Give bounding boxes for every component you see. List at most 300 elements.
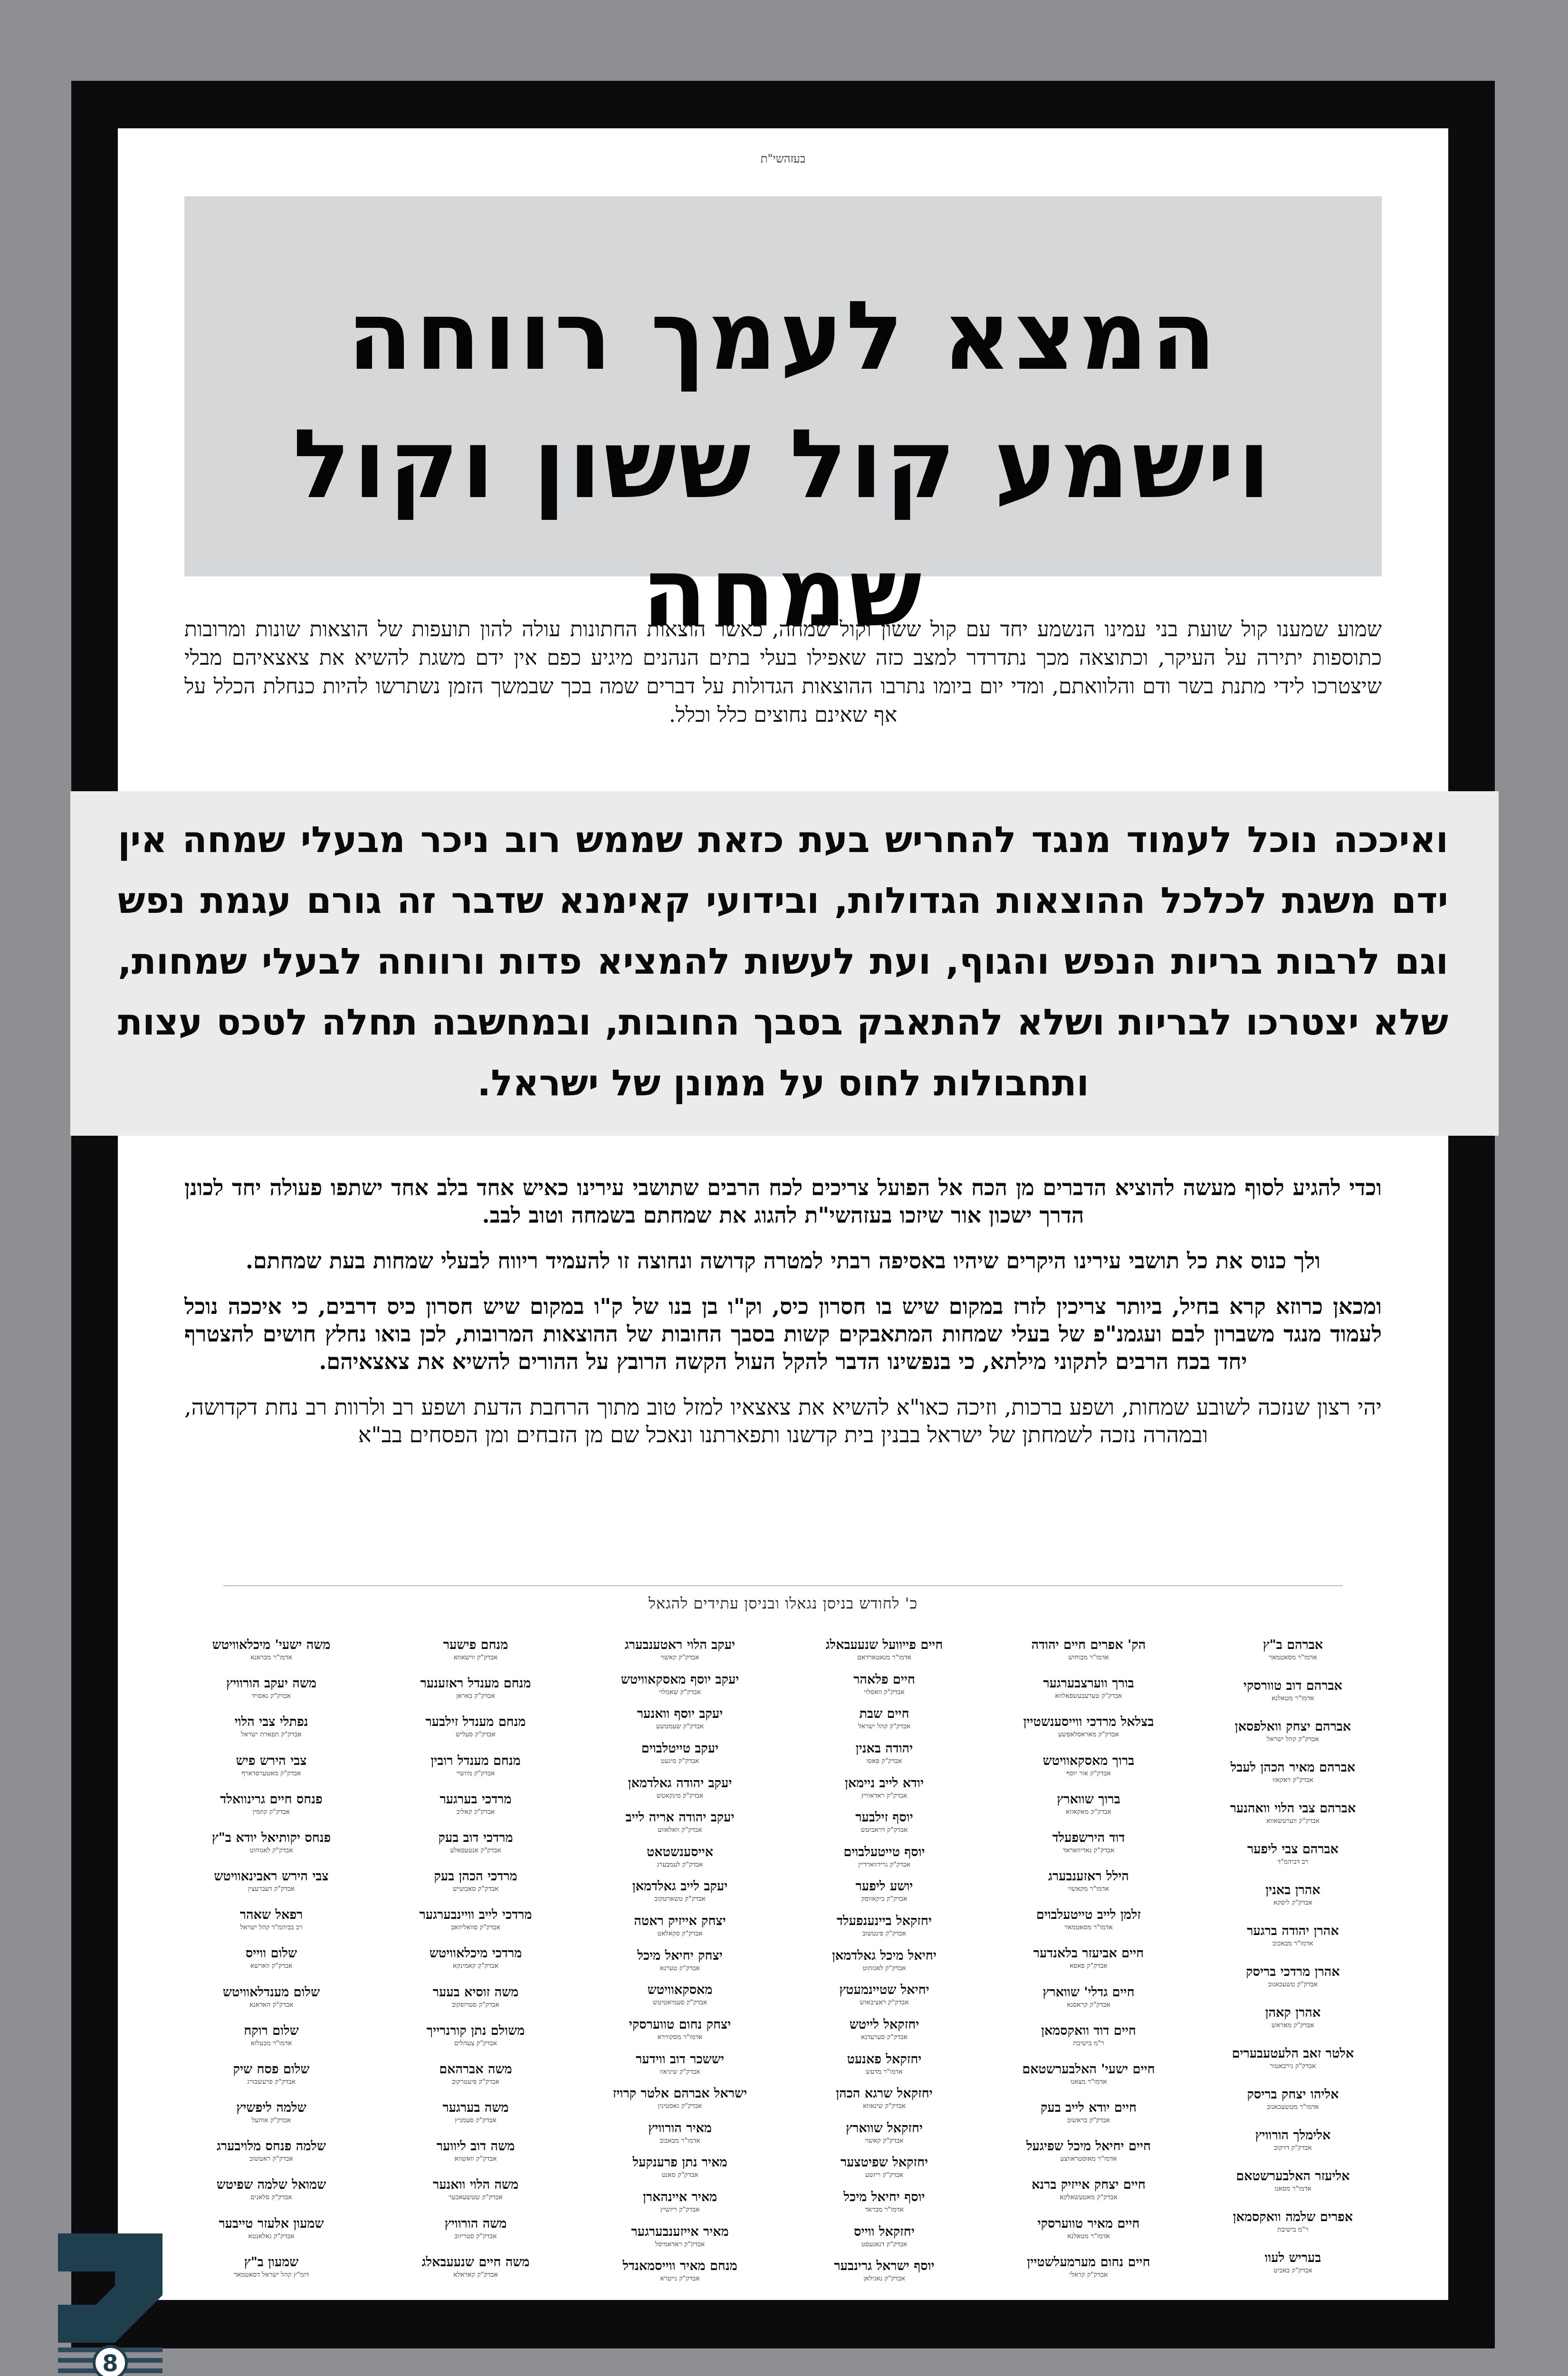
signatory-title: אבדק"ק מאראש	[1272, 2022, 1314, 2029]
signatory-name: אהרן באנין	[1265, 1883, 1320, 1897]
signatory-title: אדמו"ר מדעש	[866, 2068, 903, 2076]
signatories-heading: כ' לחודש בניסן נגאלו ובניסן עתידים להגאל	[648, 1594, 918, 1612]
signatory-name: שלום מענדלאוויטש	[222, 1984, 320, 2000]
signatory-title: אבדק"ק סאבוטיש	[452, 1885, 499, 1893]
signatory-name: חיים גדלי' שווארץ	[1042, 1984, 1135, 2000]
signatory-title: אבדק"ק פאפא	[1070, 1962, 1108, 1970]
signatory-name: יחזקאל ביינענפעלד	[837, 1914, 932, 1928]
signatory-title: אבדק"ק נאסויד	[251, 1692, 291, 1700]
signatory-title: אדמו"ר מאוסטראווצע	[1060, 2155, 1117, 2163]
signatory-title: אבדק"ק באראן	[456, 1692, 495, 1700]
signatory-title: אדמו"ר מסאטמאר	[1269, 1654, 1317, 1661]
signatory-name: יוסף טייטעלבוים	[843, 1844, 925, 1859]
signatory-title: אבדק"ק קאראלא	[453, 2271, 498, 2279]
signatory-name: יחזקאל ווייס	[854, 2224, 915, 2239]
signatory-title: אבדק"ק שינאווא	[863, 2102, 906, 2110]
signatory-title: אדמו"ר מטשעכאנוב	[1267, 2103, 1319, 2111]
signatory-title: אבדק"ק סטריזוב	[454, 2232, 497, 2240]
signatory-name: משה זוסיא בעער	[432, 1984, 519, 2000]
signatory	[378, 2061, 573, 2100]
signatory-title: אבדק"ק טשארטקוב	[654, 1895, 706, 1903]
signatory	[991, 2100, 1186, 2138]
signatory	[174, 2100, 369, 2138]
signatory-name: יחזקאל שווארץ	[846, 2120, 923, 2136]
signatory	[583, 1878, 777, 1913]
signatory-title: אדמו"ר מצאנז	[1070, 2078, 1107, 2086]
signatory-name: יוסף יחיאל מיכל	[843, 2190, 925, 2204]
signatory	[991, 2216, 1186, 2254]
signatory-name: יעקב לייב גאלדמאן	[632, 1879, 728, 1894]
page-number: 8	[102, 2350, 118, 2376]
signatory-title: אבדק"ק לעמבערג	[657, 1860, 703, 1868]
signatory-title: אבדק"ק צעהלים	[454, 2039, 497, 2047]
signatory-title: אבדק"ק נאדיוואראד	[1062, 1846, 1115, 1854]
signatory-title: אבדק"ק וואשווא	[454, 2155, 497, 2163]
signatory-title: אבדק"ק סקאלאט	[657, 1930, 703, 1937]
signatory-name: אייסענשטאט	[647, 1844, 713, 1859]
signatory-name: מנחם מענדל רובין	[430, 1753, 521, 1768]
headline-box	[184, 196, 1382, 648]
signatory-title: אדמו"ר מסאטמאר	[1064, 1924, 1113, 1932]
signatory-title: אבדק"ק נירבאטור	[1270, 2062, 1316, 2070]
signatory-name: אברהם צבי ליפער	[1247, 1842, 1339, 1857]
signatory-title: אדמו"ר מבוחוש	[1068, 1654, 1109, 1661]
signatory	[583, 2258, 777, 2293]
body-paragraph-1: וכדי להגיע לסוף מעשה להוציא הדברים מן הכח אל הפועל צריכים לכח הרבים שתושבי עירינו כאיש אחד בלב אחד ישתפו פעולה יחד לכונן הדרך ישכון אור שיזכו בעזהשי"ת להגוג את שמחתם בשמחה וטוב לבב.	[184, 1175, 1382, 1228]
signatory-title: אבדק"ק קאשוי	[865, 2136, 904, 2145]
signatory-name: אלטר זאב הלעטעבערים	[1232, 2046, 1354, 2061]
highlight-band-text: ואיככה נוכל לעמוד מנגד להחריש בעת כזאת שממש רוב ניכר מבעלי שמחה אין ידם משגת לכלכל ההוצאות הגדולות, ובידועי קאימנא שדבר זה גורם עגמת נפש וגם לרבות בריות הנפש והגוף, ועת לעשות להמציא פדות ורווחה לבעלי שמחות, שלא יצטרכו לבריות ושלא להתאבק בסבך החובות, ובמחשבה תחלה לטכס עצות ותחבולות לחוס על ממונן של ישראל.	[118, 818, 1448, 1104]
signatory-name: אהרן מרדכי בריסק	[1246, 1964, 1340, 1979]
signatory-name: חיים פייוועל שנעעבאלג	[825, 1638, 943, 1652]
signatory-title: אבדק"ק מאטערסדארף	[241, 1769, 301, 1777]
signatory-title: אבדק"ק בראשוב	[1067, 2117, 1110, 2125]
signatory	[787, 1844, 982, 1879]
signatory-title: אבדק"ק טערעבעשפאלווא	[1055, 1692, 1122, 1700]
signatory-name: משה הורוויץ	[444, 2216, 507, 2231]
headline-line-2: וישמע קול ששון וקול שמחה	[293, 409, 1273, 648]
signatory-title: אבדק"ק פרעשבורג	[247, 2078, 296, 2086]
signatory-title: אבדק"ק סאנט	[661, 2171, 698, 2179]
signatory-name: חיים ישעי' האלבערשטאם	[1022, 2061, 1155, 2077]
signatory-name: אברהם דוב טוורסקי	[1243, 1678, 1342, 1693]
signatory-name: מאיר הורוויץ	[648, 2120, 712, 2136]
signatory	[991, 1676, 1186, 1714]
signatory-name: שלמה פנחס מלויבערג	[217, 2139, 326, 2154]
signatory-title: אבדק"ק ווערטשאווא	[1266, 1817, 1320, 1825]
signatory-name: בצלאל מרדכי ווייסענשטיין	[1023, 1715, 1154, 1730]
signatory	[583, 1672, 777, 1706]
signatory-title: אבדק"ק סעמיאטיטש	[652, 1999, 708, 2007]
signatory	[787, 2086, 982, 2120]
signatory	[1195, 1923, 1390, 1964]
signatory	[583, 1706, 777, 1741]
signatory	[787, 1982, 982, 2017]
signatory	[991, 1984, 1186, 2023]
signatory-title: אדמו"ר מטאלנא	[1272, 1695, 1314, 1702]
signatory-name: יעקב יוסף מאסקאוויטש	[621, 1672, 739, 1687]
signatory	[787, 1672, 982, 1706]
top-line: בעזהשי"ת	[760, 152, 806, 165]
signatory-title: אבדק"ק לאנזהוט	[862, 1964, 906, 1972]
signatory-name: אהרן יהודה ברגער	[1247, 1924, 1339, 1938]
signatory-name: יעקב יוסף וואנער	[637, 1706, 723, 1722]
signatory-name: שמעון ב"ץ	[244, 2254, 299, 2270]
signatory-title: אבדק"ק סערעדנא	[860, 2033, 908, 2041]
signatory-title: אבדק"ק ראדאמיסל	[655, 2240, 705, 2248]
signatory-name: יעקב הלוי ראטענבערג	[624, 1638, 736, 1652]
signatory-title: אבדק"ק קאליב	[456, 1808, 495, 1816]
signatory-title: אבדק"ק ראדאוויץ	[861, 1792, 908, 1800]
signatory-name: מרדכי מיכלאוויטש	[429, 1946, 522, 1961]
signatory-name: מרדכי בערגער	[440, 1792, 512, 1807]
signatory-name: שמעון אלעזר טייבער	[219, 2216, 324, 2231]
signatory	[378, 1984, 573, 2023]
signatory	[991, 2254, 1186, 2293]
signatory-title: אבדק"ק מאראסלאפשע	[1058, 1731, 1119, 1739]
signatory-title: אבדק"ק סטרופקוב	[452, 2001, 499, 2009]
signatory	[583, 1775, 777, 1810]
signatory	[174, 1868, 369, 1907]
signatory	[787, 1913, 982, 1948]
signatory-name: משה הלוי וואנער	[432, 2177, 519, 2193]
signatory-name: משה אברהאם	[439, 2061, 512, 2077]
signatory-name: יצחק נחום טווערסקי	[629, 2017, 731, 2032]
signatory-name: מנחם מענדל ראזענער	[420, 1676, 531, 1691]
signatory-name: משה חיים שנעעבאלג	[421, 2254, 530, 2270]
signatory-title: אדמו"ר מבעלזא	[250, 2039, 292, 2047]
signatory-name: צבי הירש ראבינאוויטש	[214, 1869, 329, 1884]
signatory-title: אבדק"ק אנטעפאלע	[450, 1846, 501, 1854]
signatory	[787, 1878, 982, 1913]
signatory	[378, 1753, 573, 1792]
signatory	[174, 1830, 369, 1868]
signatory-name: חיים יחיאל מיכל שפיגעל	[1026, 2139, 1151, 2154]
signatory	[1195, 2250, 1390, 2291]
signatory-title: אבדק"ק דעברעצין	[248, 1885, 295, 1893]
signatory-name: רפאל שאהר	[239, 1907, 303, 1923]
signatory	[174, 2177, 369, 2215]
signatory	[378, 1868, 573, 1907]
signatory-title: אבדק"ק תפארת ישראל	[241, 1731, 302, 1739]
signatory-title: אבדק"ק באביט	[1273, 2267, 1312, 2274]
signatory-title: אבדק"ק מוזשיי	[456, 1769, 495, 1777]
signatory	[378, 1945, 573, 1984]
signatory	[787, 1706, 982, 1741]
signatory-name: חיים פלאהר	[853, 1672, 915, 1687]
signatory	[174, 1753, 369, 1792]
signatory-title: ר"מ בישיבת	[1073, 2039, 1104, 2047]
signatory-name: פנחס יקותיאל יודא ב"ץ	[211, 1830, 331, 1845]
signatory-title: אבדק"ק לאנזהוט	[249, 1846, 293, 1854]
signatory-title: אבדק"ק ראקאוו	[1272, 1776, 1314, 1784]
signatory	[174, 1984, 369, 2023]
signatory	[583, 2120, 777, 2155]
signatory-title: אבדק"ק גאלאנטא	[248, 2232, 295, 2240]
signatory-name: אברהם מאיר הכהן לעבל	[1230, 1760, 1356, 1775]
signatory-name: הילל ראזענבערג	[1048, 1869, 1129, 1884]
signatory-title: אבדק"ק דזיקוב	[1274, 2144, 1312, 2152]
signatory-title: אבדק"ק טשעכאנוב	[1268, 1981, 1318, 1988]
signatory-name: אברהם צבי הלוי וואהנער	[1230, 1801, 1356, 1816]
signatory-name: זלמן לייב טייטעלבוים	[1036, 1907, 1141, 1923]
signatory-title: אבדק"ק שטשעאבער	[449, 2194, 503, 2202]
signatory-title: אדמו"ר מבאכוב	[1272, 1940, 1313, 1947]
signatory	[787, 2189, 982, 2224]
signatory-title: אבדק"ק וואסלוי	[864, 1688, 905, 1696]
signatory-name: יוסף זילבער	[855, 1810, 913, 1825]
signatory	[583, 1741, 777, 1775]
signatory-column	[174, 1637, 369, 2293]
signatory-title: אבדק"ק אור יוסף	[1066, 1769, 1111, 1777]
signatory-name: בורך ווערצבערגער	[1043, 1676, 1134, 1691]
signatory-name: בעריש לעוו	[1264, 2251, 1321, 2265]
signatory	[583, 1913, 777, 1948]
signatory	[991, 2061, 1186, 2100]
signatory-name: אפרים שלמה וואקסמאן	[1233, 2210, 1353, 2224]
signatory-column	[378, 1637, 573, 2293]
signatory	[583, 1810, 777, 1844]
signatory-title: אדמו"ר מבראד	[865, 2206, 904, 2213]
signatory	[174, 2254, 369, 2293]
signatory-name: מנחם פישער	[443, 1638, 508, 1652]
signatory-name: חיים יודא לייב בעק	[1040, 2100, 1137, 2116]
signatory-name: משולם נתן קורנרייך	[426, 2023, 525, 2038]
signatory-title: אבדק"ק פיעטרקוב	[452, 2078, 499, 2086]
signatory-title: אבדק"ק קאשוי	[660, 1654, 699, 1661]
signatory	[583, 2155, 777, 2189]
signatory-title: אדמו"ר מבראנא	[250, 1654, 293, 1661]
signatory	[583, 2189, 777, 2224]
logo-icon	[58, 2233, 163, 2376]
signatory	[1195, 1637, 1390, 1678]
signatory-name: אליהו יצחק בריסק	[1247, 2087, 1339, 2102]
signatory-title: אבדק"ק ראציבאזש	[860, 1999, 909, 2007]
signatory-title: אבדק"ק טערנא	[660, 1964, 700, 1972]
signatory	[378, 2177, 573, 2215]
signatory-title: אבדק"ק ווישאווא	[453, 1654, 498, 1661]
signatory	[991, 2023, 1186, 2061]
signatory-title: אבדק"ק ריזשע	[865, 2171, 904, 2179]
signatory-name: יחיאל שטיינמעטץ	[839, 1983, 929, 1998]
signatory-title: אבדק"ק ליסקא	[1273, 1899, 1312, 1907]
signatory-name: משה ישעי' מיכלאוויטש	[212, 1638, 331, 1652]
signatory	[1195, 1801, 1390, 1841]
signatory-name: מאיר אייזענבערגער	[631, 2224, 729, 2239]
signatory-title: אדמו"ר מסקווירא	[657, 2033, 703, 2041]
signatory	[991, 1792, 1186, 1830]
signatory	[787, 1810, 982, 1844]
signatory-title: אבדק"ק גרידווארדיין	[858, 1860, 910, 1868]
signatory-title: אבדק"ק דראביטש	[860, 1826, 908, 1834]
signatory	[991, 1945, 1186, 1984]
signatory-name: ברוך מאסקאוויטש	[1042, 1753, 1135, 1768]
signatory	[174, 1714, 369, 1753]
signatory	[174, 2023, 369, 2061]
signatory	[174, 2138, 369, 2177]
signatory-name: יוסף ישראל גרינבער	[834, 2259, 935, 2274]
signatory	[378, 2254, 573, 2293]
signatory-title: אבדק"ק פאסו	[866, 1757, 902, 1765]
signatory	[991, 1753, 1186, 1792]
signatory	[1195, 1841, 1390, 1882]
signatory-name: מנחם מאיר ווייסמאנדל	[622, 2259, 737, 2274]
signatory-title: אבדק"ק קאמינקא	[452, 1962, 499, 1970]
signatory-name: מרדכי דוב בעק	[438, 1830, 513, 1845]
signatory	[991, 1830, 1186, 1868]
signatory	[1195, 1964, 1390, 2005]
signatory-title: אבדק"ק סעמניץ	[455, 2117, 497, 2125]
signatory-title: אדמו"ר מנאטארדאם	[857, 1654, 911, 1661]
signatory	[378, 1714, 573, 1753]
signatory	[787, 2155, 982, 2189]
signatory-name: יחזקאל שרגא הכהן	[836, 2086, 933, 2101]
signatory-name: יעקב יהודה גאלדמאן	[628, 1775, 732, 1791]
signatory-title: אבדק"ק ביקאווסק	[861, 1895, 908, 1903]
signatory-title: אבדק"ק קהל ישראל	[858, 1723, 910, 1731]
signatory-title: אבדק"ק פינטשוב	[862, 1930, 906, 1937]
signatory-title: אבדק"ק נייטרא	[660, 2275, 700, 2283]
signatory	[378, 2023, 573, 2061]
signatory-name: פנחס חיים גרינוואלד	[220, 1792, 323, 1807]
signatory-name: יחזקאל פאנעט	[847, 2051, 922, 2067]
signatory	[787, 2017, 982, 2051]
signatory	[174, 1945, 369, 1984]
signatory-title: אבדק"ק מאקאווא	[1066, 1808, 1111, 1816]
signatory	[583, 2224, 777, 2259]
signatory-name: מרדכי הכהן בעק	[434, 1869, 517, 1884]
signatory-name: יושע ליפער	[855, 1879, 913, 1894]
signatory	[1195, 1760, 1390, 1801]
document-page	[118, 128, 1448, 2300]
signatory-title: אבדק"ק מינקאטש	[656, 1792, 704, 1800]
signatory-name: שלום רוקח	[244, 2023, 299, 2038]
signatory	[583, 1948, 777, 1983]
signatory	[378, 2138, 573, 2177]
signatory-name: יעקב טייטלבוים	[641, 1741, 719, 1756]
signatory-name: יודא לייב ניימאן	[844, 1775, 924, 1791]
signatory-name: אברהם ב"ץ	[1262, 1638, 1323, 1652]
signatory-name: חיים שבת	[859, 1706, 909, 1722]
signatory-column	[991, 1637, 1186, 2293]
signatory	[583, 2051, 777, 2086]
signatory-title: אבדק"ק סלאנים	[250, 2194, 292, 2202]
divider-line	[223, 1585, 1343, 1586]
signatory-title: אדמו"ר מטאלנא	[1067, 2232, 1110, 2240]
signatory-column	[583, 1637, 777, 2293]
signatory	[1195, 2209, 1390, 2250]
body-paragraph-3: ומכאן כרוזא קרא בחיל, ביותר צריכין לזרז במקום שיש בו חסרון כיס, וק"ו בן בנו של ק"ו במקום שיש חסרון כיס דרבים, כי איככה נוכל לעמוד מנגד משברון לבם ועגמנ"פ של בעלי שמחות המתאבקים קשות בסבך החובות של ההוצאות המרובות, לכן בואו נחלץ חושים להצטרף יחד בכח הרבים לתקוני מילתא, כי בנפשינו הדבר להקל העול הקשה הרובץ על ההורים להשיא את צאצאיהם.	[184, 1293, 1382, 1374]
signatory	[174, 1907, 369, 1945]
signatory-title: אבדק"ק האדאנא	[249, 2001, 294, 2009]
signatory-title: אבדק"ק ראטשוב	[249, 2155, 293, 2163]
signatory-name: דוד הירשפעלד	[1052, 1830, 1125, 1845]
page-number-logo	[58, 2233, 163, 2376]
signatory-title: אדמו"ר מקאשוי	[1068, 1885, 1109, 1893]
signatory-title: אבדק"ק מאטעשאלקא	[1060, 2194, 1118, 2202]
signatory	[991, 1868, 1186, 1907]
signatory	[991, 2138, 1186, 2177]
signatory	[174, 2216, 369, 2254]
body-paragraph-4: יהי רצון שנזכה לשובע שמחות, ושפע ברכות, וזיכה כאו"א להשיא את צאצאיו למזל טוב מתוך הרחבת הדעת ושפע רב ולרוות רב נחת דקדושה, ובמהרה נזכה לשמחתן של ישראל בבנין בית קדשנו ותפארתנו ונאכל שם מן הזבחים ומן הפסחים בב"א	[184, 1394, 1382, 1447]
signatory-title: אדמו"ר מבאבוב	[660, 2136, 700, 2145]
signatory-name: יששכר דוב ווידער	[636, 2051, 724, 2067]
signatory-name: משה יעקב הורוויץ	[226, 1676, 316, 1691]
signatory-title: אבדק"ק אוהעל	[251, 2117, 291, 2125]
signatory-name: שלום פסח שיק	[233, 2061, 310, 2077]
signatory-column	[1195, 1637, 1390, 2293]
signatory-name: שלמה ליפשיץ	[236, 2100, 306, 2116]
headline	[184, 272, 1382, 657]
signatory-title: אבדק"ק שיניאוו	[660, 2068, 700, 2076]
signatory	[991, 2177, 1186, 2215]
signatory	[174, 1637, 369, 1676]
signatory	[787, 1775, 982, 1810]
signatory-title: אדמו"ר מסאנז	[1274, 2185, 1311, 2193]
signatory	[1195, 2087, 1390, 2127]
signatory-name: נפתלי צבי הלוי	[234, 1715, 308, 1730]
signatory-title: דומ"ץ קהל ישראל דסאטמאר	[233, 2271, 309, 2279]
signatory-title: אבדק"ק שעמטשע	[656, 1723, 704, 1731]
signatory	[1195, 2046, 1390, 2087]
signatory-name: יחיאל מיכל גאלדמאן	[832, 1948, 937, 1963]
body-paragraph-2: ולך כנוס את כל תושבי עירינו היקרים שיהיו באסיפה רבתי למטרה קדושה ונחוצה זו להעמיד ריווח לבעלי שמחות בעת שמחתם.	[245, 1248, 1321, 1274]
signatory-name: מרדכי לייב וויינבערגער	[419, 1907, 532, 1923]
signatory	[787, 2258, 982, 2293]
signatory	[378, 1792, 573, 1830]
signatory	[787, 1637, 982, 1672]
signatory-title: אבדק"ק קראלי	[1069, 2271, 1108, 2279]
signatory	[1195, 2005, 1390, 2046]
signatory	[378, 1907, 573, 1945]
headline-line-1: המצא לעמך רווחה	[347, 281, 1219, 392]
signatory-title: אבדק"ק גאסטינין	[658, 2102, 702, 2110]
signatory-name: צבי הירש פיש	[236, 1753, 307, 1768]
signatory-name: מאיר נתן פרענקעל	[632, 2155, 727, 2170]
signatory-title: אבדק"ק סיגעט	[660, 1757, 699, 1765]
signatory	[787, 2051, 982, 2086]
signatory-title: אבדק"ק קהל ישראל	[1267, 1735, 1319, 1743]
signatory-title: ר"מ בישיבת	[1277, 2226, 1309, 2233]
signatory-title: אבדק"ק קוזמין	[252, 1808, 290, 1816]
signatory-name: אהרן קאהן	[1265, 2005, 1321, 2020]
signatory-name: יצחק יחיאל מיכל	[637, 1948, 723, 1963]
signatory-name: יצחק אייזיק ראטה	[634, 1914, 726, 1928]
signatory	[583, 1982, 777, 2017]
signatory-title: אבדק"ק קראסנא	[1067, 2001, 1110, 2009]
intro-paragraph: שמוע שמענו קול שועת בני עמינו הנשמע יחד עם קול ששון וקול שמחה, כאשר הוצאות החתונות עולה להון תועפות של הוצאות שונות ומרובות כתוספות יתירה על העיקר, וכתוצאה מכך נתדרדר למצב כזה שאפילו בעלי בתים הנהנים מיגיע כפם אין ידם משגת להשיא את צאצאיהם מבלי שיצטרכו לידי מתנת בשר ודם והלוואתם, ומדי יום ביומו נתרבו ההוצאות הגדולות על דברים שמה בכך שבמשך הזמן נשתרשו להיות כנחלת הכלל על אף שאינם נחוצים כלל וכלל.	[184, 617, 1382, 727]
signatory-title: אבדק"ק וואלאווע	[658, 1826, 702, 1834]
signatory-name: משה בערגער	[442, 2100, 509, 2116]
signatory	[991, 1637, 1186, 1676]
signatory-title: רב דביהמ"ד	[1277, 1858, 1309, 1866]
signatory	[787, 1741, 982, 1775]
signatory	[1195, 1882, 1390, 1923]
signatory-name: משה דוב ליווער	[436, 2139, 515, 2154]
signatory-name: מאיר איינהארן	[642, 2190, 717, 2204]
signatories-grid	[174, 1637, 1390, 2293]
signatory	[991, 1714, 1186, 1753]
signatory	[583, 2086, 777, 2120]
signatory	[378, 1676, 573, 1714]
signatory-name: חיים מאיר טווערסקי	[1037, 2216, 1140, 2231]
signatory-name: יחזקאל לייטש	[849, 2017, 919, 2032]
signatory-name: יעקב יהודה אריה לייב	[625, 1810, 735, 1825]
signatory-name: יחזקאל שפיטצער	[840, 2155, 928, 2170]
signatory-title: אבדק"ק נאגילאן	[863, 2275, 905, 2283]
signatory	[787, 2120, 982, 2155]
signatory-name: אברהם יצחק וואלפסאן	[1234, 1719, 1351, 1734]
